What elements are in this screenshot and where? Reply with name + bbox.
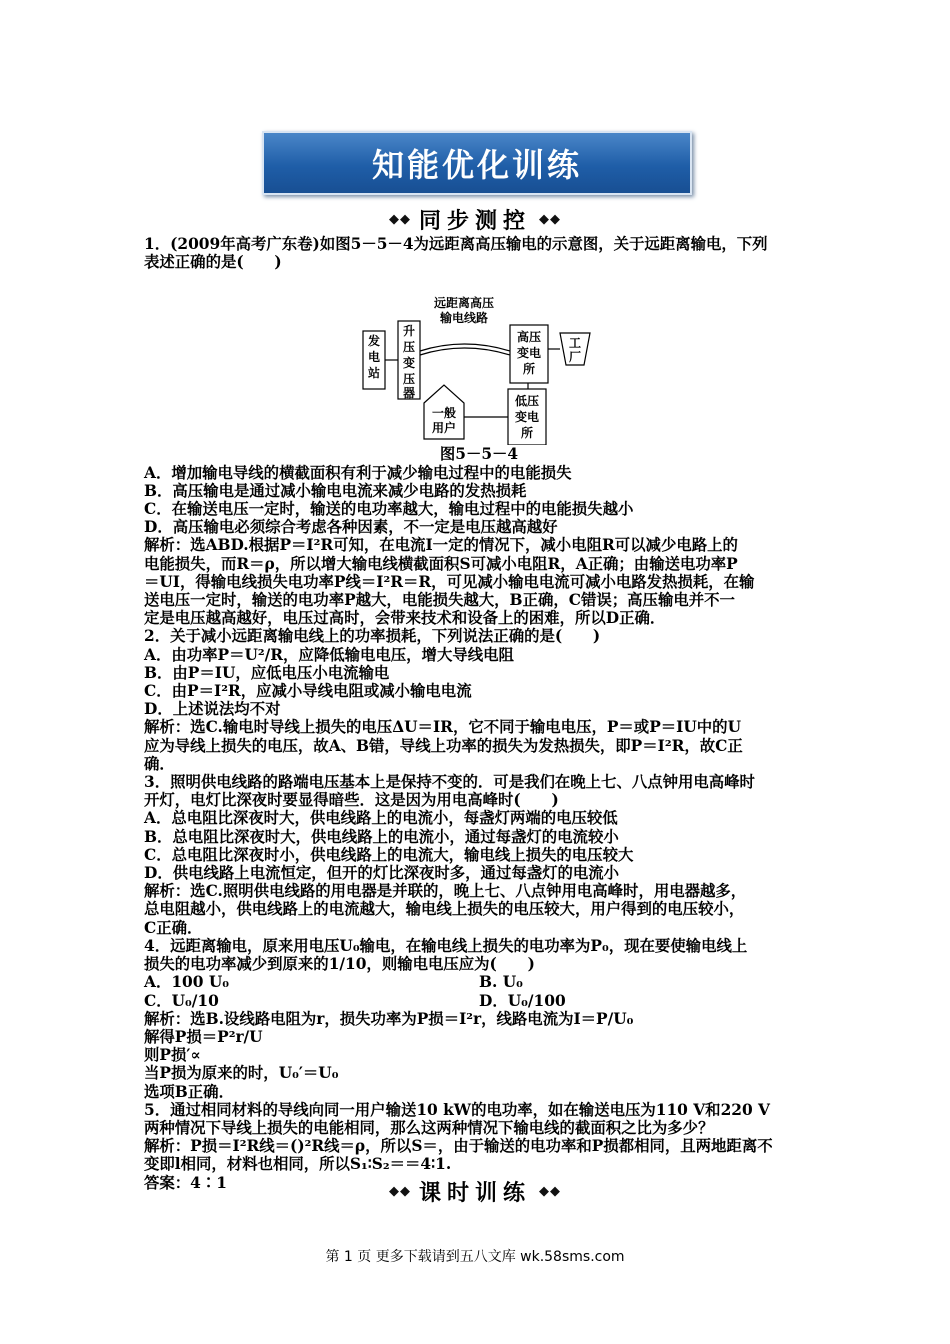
diagram-svg — [144, 271, 814, 445]
option-c: C．U₀/10 — [144, 991, 219, 1010]
text-line: 3．照明供电线路的路端电压基本上是保持不变的．可是我们在晚上七、八点钟用电高峰时 — [144, 773, 755, 792]
text-line: 定是电压越高越好，电压过高时，会带来技术和设备上的困难，所以D正确． — [144, 609, 666, 628]
svg-text:所: 所 — [522, 362, 536, 377]
svg-text:压: 压 — [402, 340, 416, 355]
text-line: 5．通过相同材料的导线向同一用户输送10 kW的电功率，如在输送电压为110 V和220 V — [144, 1100, 771, 1119]
text-line: C正确． — [144, 918, 203, 937]
text-line: 开灯，电灯比深夜时要显得暗些．这是因为用电高峰时( ) — [144, 791, 559, 810]
diagram-label-line: 远距离高压 — [433, 296, 495, 311]
svg-text:输电线路: 输电线路 — [439, 311, 489, 326]
diamond-decoration-right: ◆◆ — [539, 212, 561, 227]
text-line: ＝UI，得输电线损失电功率P线＝I²R＝R，可见减小输电电流可减小电路发热损耗，在输 — [144, 572, 755, 591]
text-line: 解析：选ABD.根据P＝I²R可知，在电流I一定的情况下，减小电阻R可以减少电路上的 — [144, 536, 738, 555]
svg-text:变: 变 — [402, 356, 416, 371]
q4-options-row — [144, 992, 814, 1010]
text-line: B．总电阻比深夜时大，供电线路上的电流小，通过每盏灯的电流较小 — [144, 827, 619, 846]
svg-text:所: 所 — [520, 426, 534, 441]
transmission-line — [420, 348, 510, 355]
option-a: A．100 U₀ — [144, 973, 229, 992]
text-line: 损失的电功率减少到原来的1/10，则输电电压应为( ) — [144, 955, 535, 974]
text-line: A．增加输电导线的横截面积有利于减少输电过程中的电能损失 — [144, 463, 572, 482]
section-title-lesson: 课时训练 — [418, 1181, 531, 1206]
text-line: 变即l相同，材料也相同，所以S₁∶S₂＝＝4∶1. — [144, 1155, 452, 1174]
diamond-decoration-left: ◆◆ — [388, 212, 411, 227]
text-line: D．供电线路上电流恒定，但开的灯比深夜时多，通过每盏灯的电流小 — [144, 864, 620, 883]
text-line: 解析：P损＝I²R线＝()²R线＝ρ，所以S＝，由于输送的电功率和P损都相同，且两地距离不 — [144, 1137, 773, 1156]
diagram-label-hv: 高压 — [516, 330, 542, 345]
svg-text:变电: 变电 — [516, 346, 542, 361]
text-line: B．由P＝IU，应低电压小电流输电 — [144, 663, 390, 682]
text-line: 当P损为原来的时，U₀′＝U₀ — [144, 1064, 339, 1083]
text-line: 4．远距离输电，原来用电压U₀输电，在输电线上损失的电功率为P₀，现在要使输电线上 — [144, 936, 748, 955]
text-line: 2．关于减小远距离输电线上的功率损耗，下列说法正确的是( ) — [144, 627, 601, 646]
svg-text:器: 器 — [402, 386, 416, 401]
text-line: D．高压输电必须综合考虑各种因素，不一定是电压越高越好 — [144, 518, 558, 537]
q4-options-row — [144, 973, 814, 991]
text-line: B．高压输电是通过减小输电电流来减少电路的发热损耗 — [144, 481, 527, 500]
text-line: 应为导线上损失的电压，故A、B错，导线上功率的损失为发热损失，即P＝I²R，故C正 — [144, 736, 743, 755]
text-line: C．在输送电压一定时，输送的电功率越大，输电过程中的电能损失越小 — [144, 500, 634, 519]
text-line: 电能损失，而R＝ρ，所以增大输电线横截面积S可减小电阻R，A正确；由输送电功率P — [144, 554, 738, 573]
text-line: A．由功率P＝U²/R，应降低输电电压，增大导线电阻 — [144, 645, 514, 664]
text-line: 解析：选C.输电时导线上损失的电压ΔU＝IR，它不同于输电电压，P＝或P＝IU中的U — [144, 718, 741, 737]
page-footer: 第 1 页 更多下载请到五八文库 wk.58sms.com — [325, 1249, 625, 1265]
text-line: 解得P损＝P²r/U — [144, 1027, 263, 1046]
svg-text:电: 电 — [367, 350, 381, 365]
diagram-label-lv: 低压 — [514, 394, 540, 409]
text-line: 总电阻越小，供电线路上的电流越大，输电线上损失的电压较大，用户得到的电压较小， — [144, 900, 745, 919]
diamond-decoration-right: ◆◆ — [539, 1184, 561, 1199]
svg-text:用户: 用户 — [431, 421, 457, 436]
text-line: 解析：选C.照明供电线路的用电器是并联的，晚上七、八点钟用电高峰时，用电器越多， — [144, 882, 747, 901]
diamond-decoration-left: ◆◆ — [388, 1184, 411, 1199]
text-line: A．总电阻比深夜时大，供电线路上的电流小，每盏灯两端的电压较低 — [144, 809, 618, 828]
text-line: 确． — [144, 754, 175, 773]
text-line: 表述正确的是( ) — [144, 253, 282, 272]
diagram-label-station: 发 — [367, 334, 381, 349]
section-header-sync — [0, 204, 950, 235]
svg-text:厂: 厂 — [568, 350, 582, 365]
text-line: 送电压一定时，输送的电功率P越大，电能损失越大，B正确，C错误；高压输电并不一 — [144, 591, 735, 610]
section-title-sync: 同步测控 — [418, 209, 531, 234]
section-header-lesson — [0, 1173, 950, 1207]
text-line: 则P损′∝ — [144, 1046, 201, 1065]
option-b: B. U₀ — [479, 973, 523, 992]
title-banner — [262, 131, 692, 195]
text-line: 1．(2009年高考广东卷)如图5－5－4为远距离高压输电的示意图，关于远距离输电，下列 — [144, 235, 768, 253]
text-line: D．上述说法均不对 — [144, 700, 281, 719]
svg-text:压: 压 — [402, 372, 416, 387]
text-line: 选项B正确． — [144, 1082, 234, 1101]
option-d: D．U₀/100 — [479, 991, 566, 1010]
svg-text:变电: 变电 — [514, 410, 540, 425]
text-line: 两种情况下导线上损失的电能相同，那么这两种情况下输电线的截面积之比为多少？ — [144, 1118, 714, 1137]
text-line: 答案：4∶1 — [144, 1173, 227, 1192]
text-line: 解析：选B.设线路电阻为r，损失功率为P损＝I²r，线路电流为I＝P/U₀ — [144, 1009, 634, 1028]
transmission-diagram — [144, 271, 814, 445]
text-line: C．总电阻比深夜时小，供电线路上的电流大，输电线上损失的电压较大 — [144, 845, 634, 864]
diagram-label-factory: 工 — [568, 336, 582, 351]
text-line: C．由P＝I²R，应减小导线电阻或减小输电电流 — [144, 682, 472, 701]
svg-text:站: 站 — [367, 366, 381, 381]
diagram-label-user: 一般 — [431, 406, 457, 421]
figure-caption: 图5－5－4 — [439, 445, 519, 464]
banner-title: 知能优化训练 — [371, 146, 582, 184]
diagram-label-stepup: 升 — [402, 324, 416, 339]
document-body — [144, 235, 814, 1192]
